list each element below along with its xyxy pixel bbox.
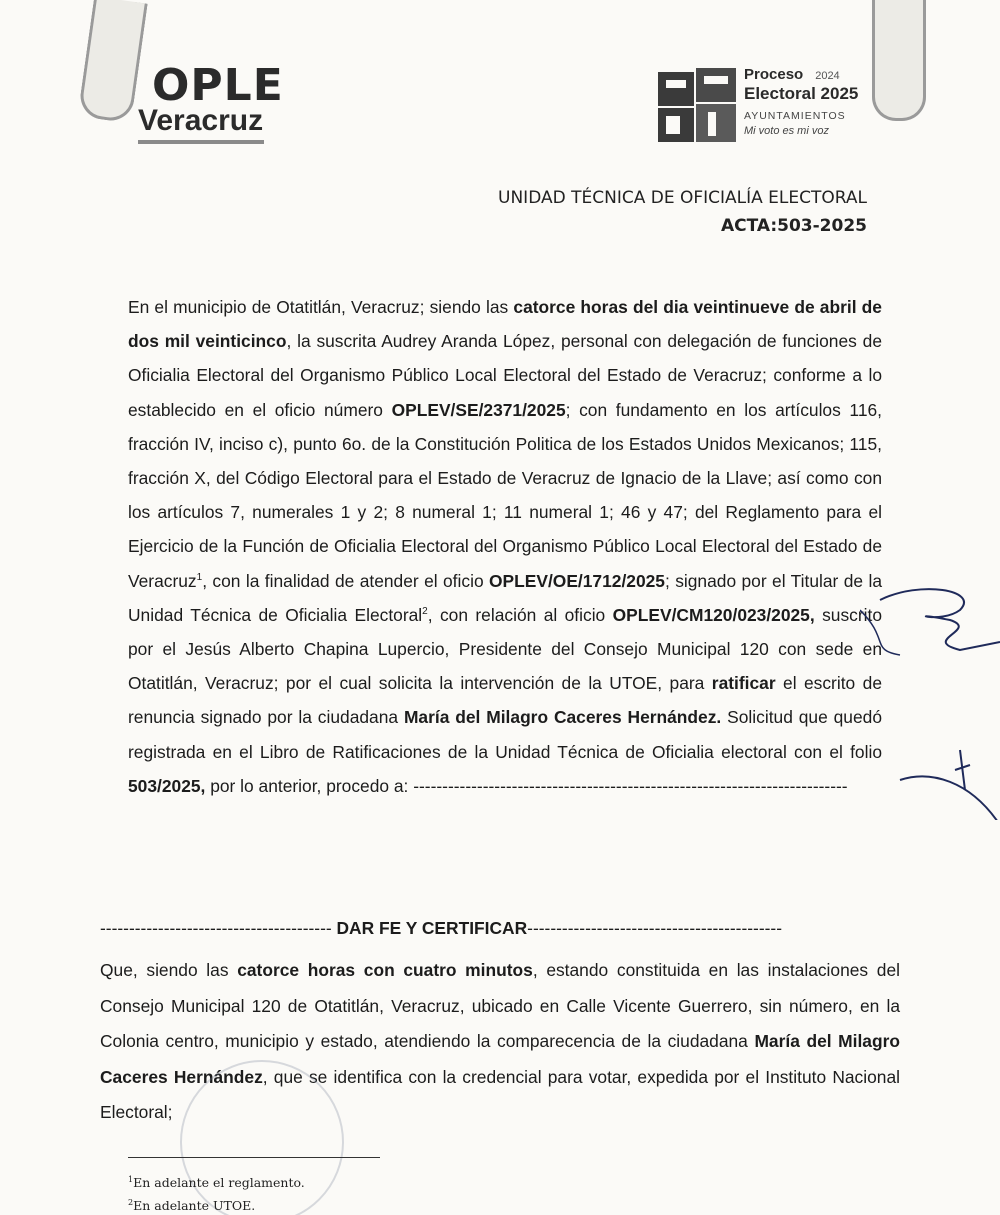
heading-dashes-right: -------------------------------------------- [527,918,782,938]
citizen-name: María del Milagro Caceres Hernández [100,1031,900,1087]
time-highlight: catorce horas con cuatro minutos [237,960,533,980]
text-run: , estando constituida en las instalaciones del Consejo Municipal 120 de Otatitlán, Veracruz, ubicado en Calle Vicente Guerrero, sin número, en la Colonia centro, municipio y estado, atendiendo la comparecencia de la ciudadana [100,960,901,1051]
proceso-subtitle: Electoral 2025 [744,84,859,103]
text-run: Solicitud que quedó registrada en el Libro de Ratificaciones de la Unidad Técnica de Oficialia electoral con el folio [128,707,882,762]
date-highlight: catorce horas del dia veintinueve de abril de dos mil veinticinco [128,297,882,352]
oficio-number: OPLEV/OE/1712/2025 [489,570,665,591]
proceso-electoral-mark-icon [656,64,740,144]
footnote-number: 1 [128,1175,134,1184]
text-run: ; signado por el Titular de la Unidad Técnica de Oficialia Electoral [128,570,882,625]
proceso-tag: AYUNTAMIENTOS [744,110,846,122]
proceso-electoral-logo [656,64,866,148]
footnote-divider [128,1157,380,1158]
text-run: , que se identifica con la credencial para votar, expedida por el Instituto Nacional Electoral; [100,1066,900,1122]
main-paragraph [128,290,882,803]
footnotes [128,1170,305,1215]
ople-logo-text: OPLE [152,60,284,111]
footnote-number: 2 [128,1198,134,1208]
text-run: , con relación al oficio [427,604,613,625]
footnote-ref-1: 1 [196,571,203,583]
footnote-2 [128,1193,305,1215]
proceso-title-text: Proceso [744,66,804,83]
acta-number: ACTA:503-2025 [720,216,867,236]
section-title: DAR FE Y CERTIFICAR [336,918,528,938]
text-run: Que, siendo las [100,960,238,980]
footnote-text: En adelante UTOE. [133,1198,256,1214]
text-run: el escrito de renuncia signado por la ciudadana [128,673,882,728]
proceso-years: 2024 [815,70,840,82]
footnote-text: En adelante el reglamento. [133,1175,305,1191]
text-run: ; con fundamento en los artículos 116, fracción IV, inciso c), punto 6o. de la Constitución Politica de los Estados Unidos Mexicanos; 115, fracción X, del Código Electoral para el Estado de Veracruz de Ignacio de la Llave; así como con los artículos 7, numerales 1 y 2; 8 numeral 1; 11 numeral 1; 46 y 47; del Reglamento para el Ejercicio de la Función de Oficialia Electoral del Organismo Público Local Electoral del Estado de Veracruz [128,399,882,591]
oficio-number: OPLEV/SE/2371/2025 [391,399,566,420]
text-run: , con la finalidad de atender el oficio [202,570,490,591]
binder-clip-right [872,0,926,121]
oficio-number: OPLEV/CM120/023/2025, [612,604,815,625]
text-run: por lo anterior, procedo a: --------------------------------------------------------------------------- [205,775,848,796]
text-run: En el municipio de Otatitlán, Veracruz; siendo las [128,297,514,317]
ople-logo-bar [138,140,264,144]
section-heading [100,916,900,940]
ople-logo-subtext: Veracruz [138,104,264,137]
unit-heading: UNIDAD TÉCNICA DE OFICIALÍA ELECTORAL [498,188,867,208]
citizen-name: María del Milagro Caceres Hernández. [403,707,722,728]
text-run: suscrito por el Jesús Alberto Chapina Lupercio, Presidente del Consejo Municipal 120 con sede en Otatitlán, Veracruz; por el cual solicita la intervención de la UTOE, para [128,604,883,694]
folio-number: 503/2025, [128,775,206,796]
heading-dashes-left: ---------------------------------------- [100,918,332,938]
proceso-title [744,66,840,83]
signature-scribble [860,580,1000,820]
ople-veracruz-logo [128,48,284,148]
text-run: , la suscrita Audrey Aranda López, personal con delegación de funciones de Oficialia Electoral del Organismo Público Local Electoral del Estado de Veracruz; conforme a lo establecido en el oficio número [128,331,882,420]
footnote-ref-2: 2 [422,606,428,618]
action-highlight: ratificar [711,673,776,694]
proceso-slogan: Mi voto es mi voz [744,125,829,137]
footnote-1 [128,1170,305,1193]
